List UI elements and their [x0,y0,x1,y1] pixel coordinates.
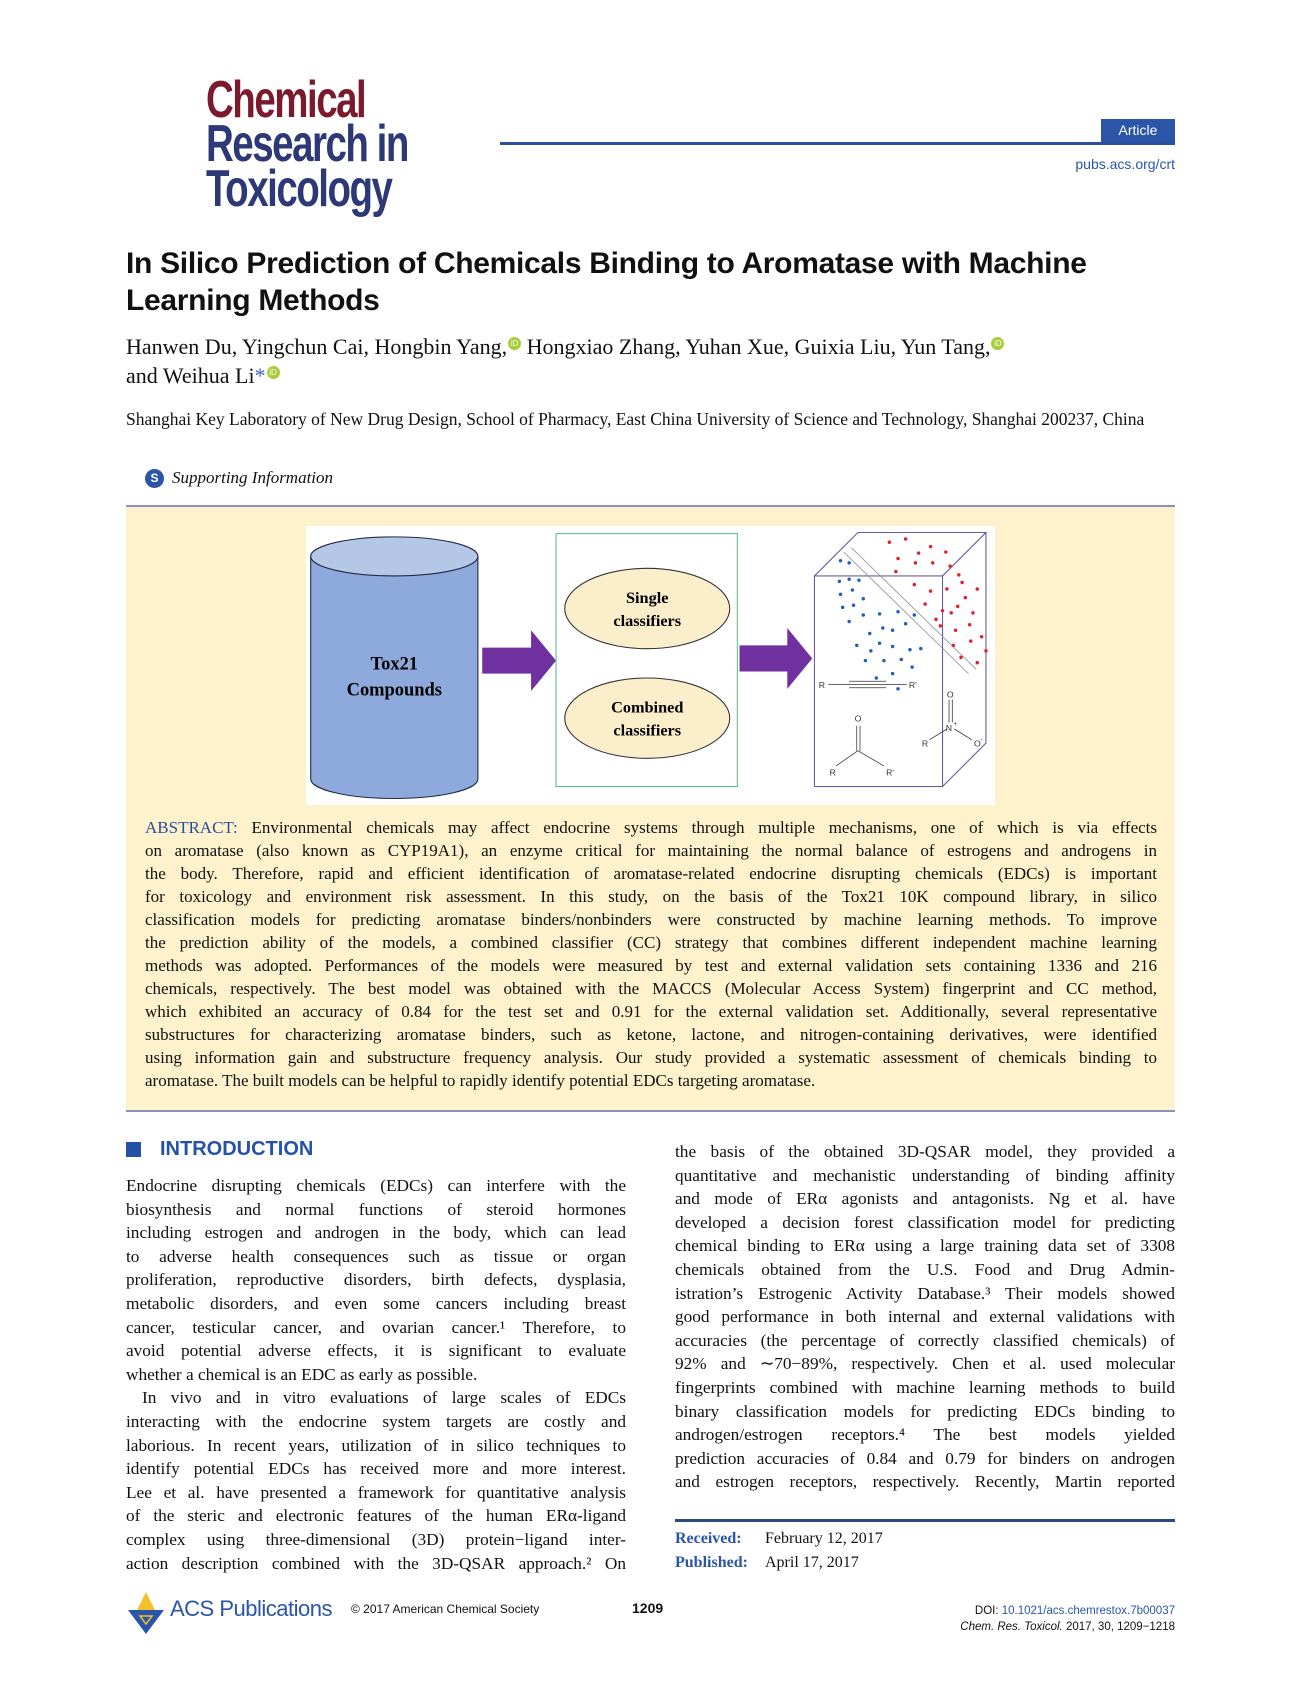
nonbinder-point [891,672,894,675]
acs-logo-icon[interactable] [126,1592,166,1634]
supporting-info-icon: S [145,469,164,488]
abstract-line: which exhibited an accuracy of 0.84 for the test set and 0.91 for the external validation set. Additionally, several representative [145,1002,1157,1021]
paragraph-line: 92% and ∼70−89%, respectively. Chen et al. used molecular [675,1354,1175,1374]
binder-point [957,573,960,576]
binder-point [894,570,897,573]
orcid-icon[interactable]: iD [508,337,521,350]
chem-label-r: R [818,679,826,690]
binder-point [971,611,974,614]
binder-point [913,583,916,586]
paragraph-line: quantitative and mechanistic understanding of binding affinity [675,1165,1175,1185]
abstract-line: the prediction ability of the models, a combined classifier (CC) strategy that combines different independent machine learning [145,933,1157,952]
abstract-line [145,817,1157,839]
binder-point [914,561,917,564]
logo-line-toxicology: Toxicology [206,160,392,218]
nonbinder-point [891,645,894,648]
supporting-information-link[interactable] [145,468,333,488]
paragraph-line: Lee et al. have presented a framework for quantitative analysis [126,1482,626,1502]
binder-point [941,609,944,612]
article-type-badge: Article [1101,119,1175,142]
citation-details: 2017, 30, 1209−1218 [1062,1621,1175,1633]
binder-point [945,587,948,590]
copyright: © 2017 American Chemical Society [351,1602,540,1616]
paragraph-line: interacting with the endocrine system targets are costly and [126,1412,626,1431]
received-date [675,1530,883,1548]
logo-line-research: Research in [206,115,408,173]
paragraph-line: prediction accuracies of 0.84 and 0.79 for binders on androgen [675,1448,1175,1468]
binder-point [954,628,957,631]
paragraph-line: to adverse health consequences such as tissue or organ [126,1246,626,1266]
doi-citation [960,1603,1175,1635]
toc-graphic [306,526,995,805]
acs-publications-link[interactable]: ACS Publications [170,1596,332,1621]
binder-point [939,624,942,627]
orcid-icon[interactable]: iD [267,366,280,379]
page-number: 1209 [632,1600,664,1616]
paragraph-line: identify potential EDCs has received more and more interest. [126,1459,626,1479]
nonbinder-point [855,644,858,647]
citation-journal: Chem. Res. Toxicol. [960,1621,1063,1633]
binder-point [959,656,962,659]
header-rule [500,142,1175,145]
chem-label-o: O [974,738,981,749]
binder-point [976,661,979,664]
doi-label: DOI: [974,1605,1002,1617]
binder-point [931,561,934,564]
corresponding-author-mark[interactable]: * [254,363,266,388]
paragraph-line: androgen/estrogen receptors.⁴ The best models yielded [675,1425,1175,1445]
paragraph-line: action description combined with the 3D-QSAR approach.² On [126,1553,626,1573]
nonbinder-point [852,604,855,607]
nonbinder-point [839,559,842,562]
nonbinder-point [913,613,916,616]
chem-label-n: N [945,723,953,734]
nonbinder-point [896,687,899,690]
nonbinder-point [862,597,865,600]
paragraph-line: cancer, testicular cancer, and ovarian cancer.¹ Therefore, to [126,1317,626,1337]
paragraph-line: laborious. In recent years, utilization of in silico techniques to [126,1435,626,1455]
paragraph-line: proliferation, reproductive disorders, birth defects, dysplasia, [126,1270,626,1290]
nitro-structure [922,690,983,749]
nonbinder-point [847,620,850,623]
chem-label-rp: R' [886,767,894,778]
section-heading-introduction [126,1138,313,1161]
paragraph-line: avoid potential adverse effects, it is significant to evaluate [126,1341,626,1361]
binder-point [949,611,952,614]
nonbinder-point [869,649,872,652]
nonbinder-point [882,659,885,662]
section-heading-text: INTRODUCTION [160,1138,314,1160]
cylinder-label-1: Tox21 [370,653,419,674]
single-label-1: Single [626,588,669,608]
nonbinder-point [847,561,850,564]
nonbinder-point [839,593,842,596]
combined-label-1: Combined [611,697,684,717]
authors-part-3: and Weihua Li [126,363,255,388]
paragraph-line: including estrogen and androgen in the body, which can lead [126,1223,626,1243]
paragraph-line: accuracies (the percentage of correctly classified chemicals) of [675,1330,1175,1350]
nonbinder-point [878,612,881,615]
abstract-label: ABSTRACT: [145,818,238,837]
nonbinder-point [908,648,911,651]
single-label-2: classifiers [613,610,682,630]
nonbinder-point [868,632,871,635]
nonbinder-point [878,642,881,645]
paragraph-line: developed a decision forest classification model for predicting [675,1212,1175,1232]
journal-url-link[interactable]: pubs.acs.org/crt [1075,156,1175,172]
received-value: February 12, 2017 [765,1530,883,1547]
binder-point [888,541,891,544]
nonbinder-point [838,580,841,583]
alkyne-structure [819,680,917,690]
paragraph-line: the basis of the obtained 3D-QSAR model, they provided a [675,1142,1175,1161]
paragraph-line: binary classification models for predicting EDCs binding to [675,1401,1175,1421]
binder-point [956,605,959,608]
chem-label-minus: - [980,735,983,743]
doi-link[interactable]: 10.1021/acs.chemrestox.7b00037 [1001,1605,1175,1617]
nonbinder-point [891,628,894,631]
binder-point [948,564,951,567]
binder-point [904,537,907,540]
nonbinder-point [862,613,865,616]
abstract-line: on aromatase (also known as CYP19A1), an enzyme critical for maintaining the normal balance of estrogens and androgens in [145,841,1157,860]
supporting-info-label: Supporting Information [172,468,334,487]
authors-part-2: Hongxiao Zhang, Yuhan Xue, Guixia Liu, Yun Tang, [521,334,991,359]
ketone-structure [830,713,895,777]
separating-plane [844,548,976,674]
binder-point [984,649,987,652]
data-points [838,537,988,690]
binder-point [952,644,955,647]
nonbinder-point [910,665,913,668]
paragraph-line: and mode of ERα agonists and antagonists. Ng et al. have [675,1189,1175,1209]
chem-label-o: O [854,713,862,724]
authors-part-1: Hanwen Du, Yingchun Cai, Hongbin Yang, [126,334,508,359]
binder-point [923,602,926,605]
binder-point [964,596,967,599]
published-date [675,1554,859,1572]
abstract-line-text: Environmental chemicals may affect endocrine systems through multiple mechanisms, one of which is via effects [237,818,1157,837]
nonbinder-point [896,610,899,613]
paragraph-line: biosynthesis and normal functions of steroid hormones [126,1199,626,1219]
dates-rule [675,1519,1175,1522]
binder-point [944,550,947,553]
arrow-right-icon [482,630,556,691]
cylinder-label-2: Compounds [346,679,442,700]
paragraph-line: chemicals obtained from the U.S. Food and Drug Admin- [675,1260,1175,1279]
binder-point [960,581,963,584]
nonbinder-point [841,606,844,609]
abstract-line: the body. Therefore, rapid and efficient identification of aromatase-related endocrine disrupting chemicals (EDCs) is important [145,864,1157,883]
chem-label-r: R [921,738,929,749]
abstract-line: using information gain and substructure frequency analysis. Our study provided a systematic assessment of chemicals binding to [145,1048,1157,1067]
toc-graphic-svg [306,526,995,805]
binder-point [929,545,932,548]
binder-point [896,557,899,560]
nonbinder-point [900,658,903,661]
orcid-icon[interactable]: iD [991,337,1004,350]
binder-point [976,587,979,590]
paragraph-line: fingerprints combined with machine learning methods to build [675,1378,1175,1397]
paragraph-line: good performance in both internal and external validations with [675,1307,1175,1327]
paragraph-line: In vivo and in vitro evaluations of large scales of EDCs [142,1388,626,1408]
paragraph-line: complex using three-dimensional (3D) protein−ligand inter- [126,1530,626,1549]
author-list [126,332,1186,390]
arrow-right-icon [740,628,813,689]
affiliation: Shanghai Key Laboratory of New Drug Design, School of Pharmacy, East China University of Science and Technology, Shanghai 200237, China [126,409,1145,429]
nonbinder-point [847,577,850,580]
binder-point [929,589,932,592]
chem-label-r: R [829,767,836,778]
nonbinder-point [881,626,884,629]
chem-label-o: O [946,689,954,700]
combined-label-2: classifiers [613,720,682,740]
chem-label-plus: + [953,720,958,728]
abstract-line: aromatase. The built models can be helpful to rapidly identify potential EDCs targeting aromatase. [145,1071,816,1090]
paragraph-line: whether a chemical is an EDC as early as possible. [126,1364,478,1384]
binder-point [917,551,920,554]
nonbinder-point [864,659,867,662]
abstract-line: methods was adopted. Performances of the models were measured by test and external validation sets containing 1336 and 216 [145,956,1157,975]
abstract-line: classification models for predicting aromatase binders/nonbinders were constructed by machine learning methods. To improve [145,910,1157,929]
binder-point [934,618,937,621]
published-label: Published: [675,1554,748,1571]
published-value: April 17, 2017 [765,1554,859,1571]
binder-point [969,639,972,642]
abstract-line: for toxicology and environment risk assessment. In this study, on the basis of the Tox21 10K compound library, in silico [145,887,1157,906]
binder-point [980,635,983,638]
nonbinder-point [875,676,878,679]
paragraph-line: chemical binding to ERα using a large training data set of 3308 [675,1236,1175,1256]
paragraph-line: and estrogen receptors, respectively. Recently, Martin reported [675,1472,1175,1492]
article-title: In Silico Prediction of Chemicals Binding to Aromatase with Machine Learning Methods [126,247,1087,317]
received-label: Received: [675,1530,742,1547]
nonbinder-point [851,588,854,591]
binder-point [968,623,971,626]
section-bullet-icon [126,1142,141,1157]
nonbinder-point [904,622,907,625]
abstract-line: chemicals, respectively. The best model was obtained with the MACCS (Molecular Access System) fingerprint and CC method, [145,979,1157,998]
chem-label-rp: R' [908,679,917,690]
nonbinder-point [919,647,922,650]
combined-classifiers-ellipse [565,678,730,758]
logo-line-chemical: Chemical [206,71,366,129]
paragraph-line: metabolic disorders, and even some cancers including breast [126,1294,626,1313]
paragraph-line: istration’s Estrogenic Activity Database.³ Their models showed [675,1283,1175,1303]
abstract-line: substructures for characterizing aromatase binders, such as ketone, lactone, and nitrogen-containing derivatives, were identified [145,1025,1157,1044]
paragraph-line: Endocrine disrupting chemicals (EDCs) can interfere with the [126,1176,626,1195]
nonbinder-point [857,579,860,582]
single-classifiers-ellipse [565,568,730,648]
paragraph-line: of the steric and electronic features of the human ERα-ligand [126,1506,626,1526]
